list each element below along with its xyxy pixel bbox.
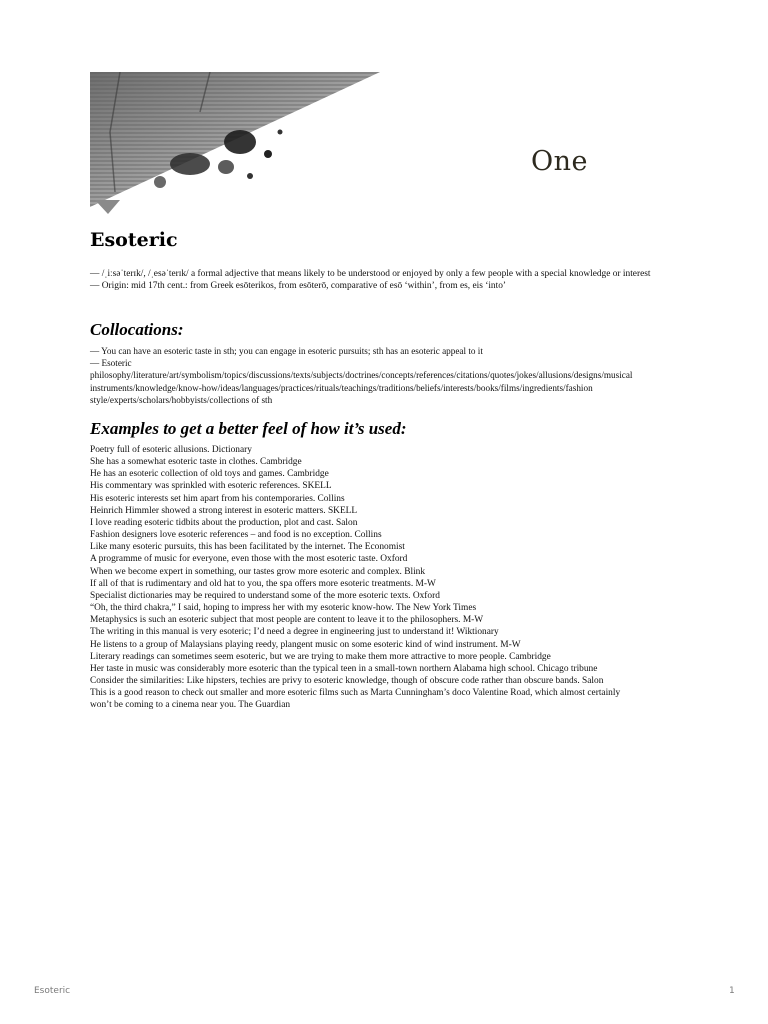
example-sentence: He listens to a group of Malaysians playing reedy, plangent music on some esoteric kind of wind instrument. M-W	[90, 639, 521, 650]
collocations-block	[90, 345, 678, 406]
example-sentence: His esoteric interests set him apart from his contemporaries. Collins	[90, 493, 345, 504]
example-sentence: Consider the similarities: Like hipsters, techies are privy to esoteric knowledge, though of obscure code rather than obscure bands. Salon	[90, 675, 604, 686]
example-sentence: won’t be coming to a cinema near you. The Guardian	[90, 700, 291, 711]
example-sentence: Fashion designers love esoteric references – and food is no exception. Collins	[90, 530, 382, 541]
example-sentence: I love reading esoteric tidbits about the production, plot and cast. Salon	[90, 517, 358, 528]
header-banner-image	[90, 72, 390, 218]
example-sentence: She has a somewhat esoteric taste in clothes. Cambridge	[90, 457, 302, 468]
example-sentence: Poetry full of esoteric allusions. Dictionary	[90, 445, 252, 455]
example-sentence: Heinrich Himmler showed a strong interest in esoteric matters. SKELL	[90, 505, 358, 516]
example-sentence: If all of that is rudimentary and old hat to you, the spa offers more esoteric treatments. M-W	[90, 578, 436, 589]
example-sentence: Her taste in music was considerably more esoteric than the typical teen in a small-town northern Alabama high school. Chicago tribune	[90, 663, 598, 674]
example-sentence: The writing in this manual is very esoteric; I’d need a degree in engineering just to understand it! Wiktionary	[90, 627, 499, 638]
chapter-label: One	[531, 146, 589, 177]
example-sentence: His commentary was sprinkled with esoteric references. SKELL	[90, 481, 332, 492]
definition-text: — /ˌiːsəˈterɪk/, /ˌesəˈterɪk/ a formal adjective that means likely to be understood or enjoyed by only a few people with a special knowledge or interest	[90, 269, 651, 279]
collocation-line: — You can have an esoteric taste in sth; you can engage in esoteric pursuits; sth has an esoteric appeal to it	[90, 346, 483, 356]
collocation-line: style/experts/scholars/hobbyists/collections of sth	[90, 394, 273, 405]
example-sentence: A programme of music for everyone, even those with the most esoteric taste. Oxford	[90, 554, 408, 565]
page-title: Esoteric	[90, 229, 178, 251]
example-sentence: Like many esoteric pursuits, this has been facilitated by the internet. The Economist	[90, 542, 405, 553]
example-sentence: “Oh, the third chakra,” I said, hoping to impress her with my esoteric know-how. The New York Times	[90, 603, 477, 614]
example-sentence: This is a good reason to check out smaller and more esoteric films such as Marta Cunningham’s doco Valentine Road, which almost certainly	[90, 688, 621, 699]
collocation-line: philosophy/literature/art/symbolism/topics/discussions/texts/subjects/doctrines/concepts/references/citations/quotes/jokes/allusions/designs/musical	[90, 370, 633, 381]
definition-block	[90, 268, 680, 292]
origin-text: — Origin: mid 17th cent.: from Greek esōterikos, from esōterō, comparative of esō ‘within’, from es, eis ‘into’	[90, 281, 507, 292]
example-sentence: Literary readings can sometimes seem esoteric, but we are trying to make them more attractive to more people. Cambridge	[90, 651, 551, 662]
example-sentence: Metaphysics is such an esoteric subject that most people are content to leave it to the philosophers. M-W	[90, 615, 484, 626]
collocation-line: — Esoteric	[90, 358, 132, 369]
example-sentence: Specialist dictionaries may be required to understand some of the more esoteric texts. Oxford	[90, 590, 440, 601]
footer-title: Esoteric	[34, 986, 71, 996]
examples-list	[90, 444, 690, 711]
collocations-heading: Collocations:	[90, 320, 184, 339]
example-sentence: He has an esoteric collection of old toys and games. Cambridge	[90, 469, 329, 480]
collocation-line: instruments/knowledge/know-how/ideas/languages/practices/rituals/teachings/traditions/beliefs/interests/books/films/ingredients/fashion	[90, 382, 593, 393]
example-sentence: When we become expert in something, our tastes grow more esoteric and complex. Blink	[90, 566, 426, 577]
examples-heading: Examples to get a better feel of how it’s used:	[90, 419, 407, 438]
page-number: 1	[729, 986, 735, 996]
